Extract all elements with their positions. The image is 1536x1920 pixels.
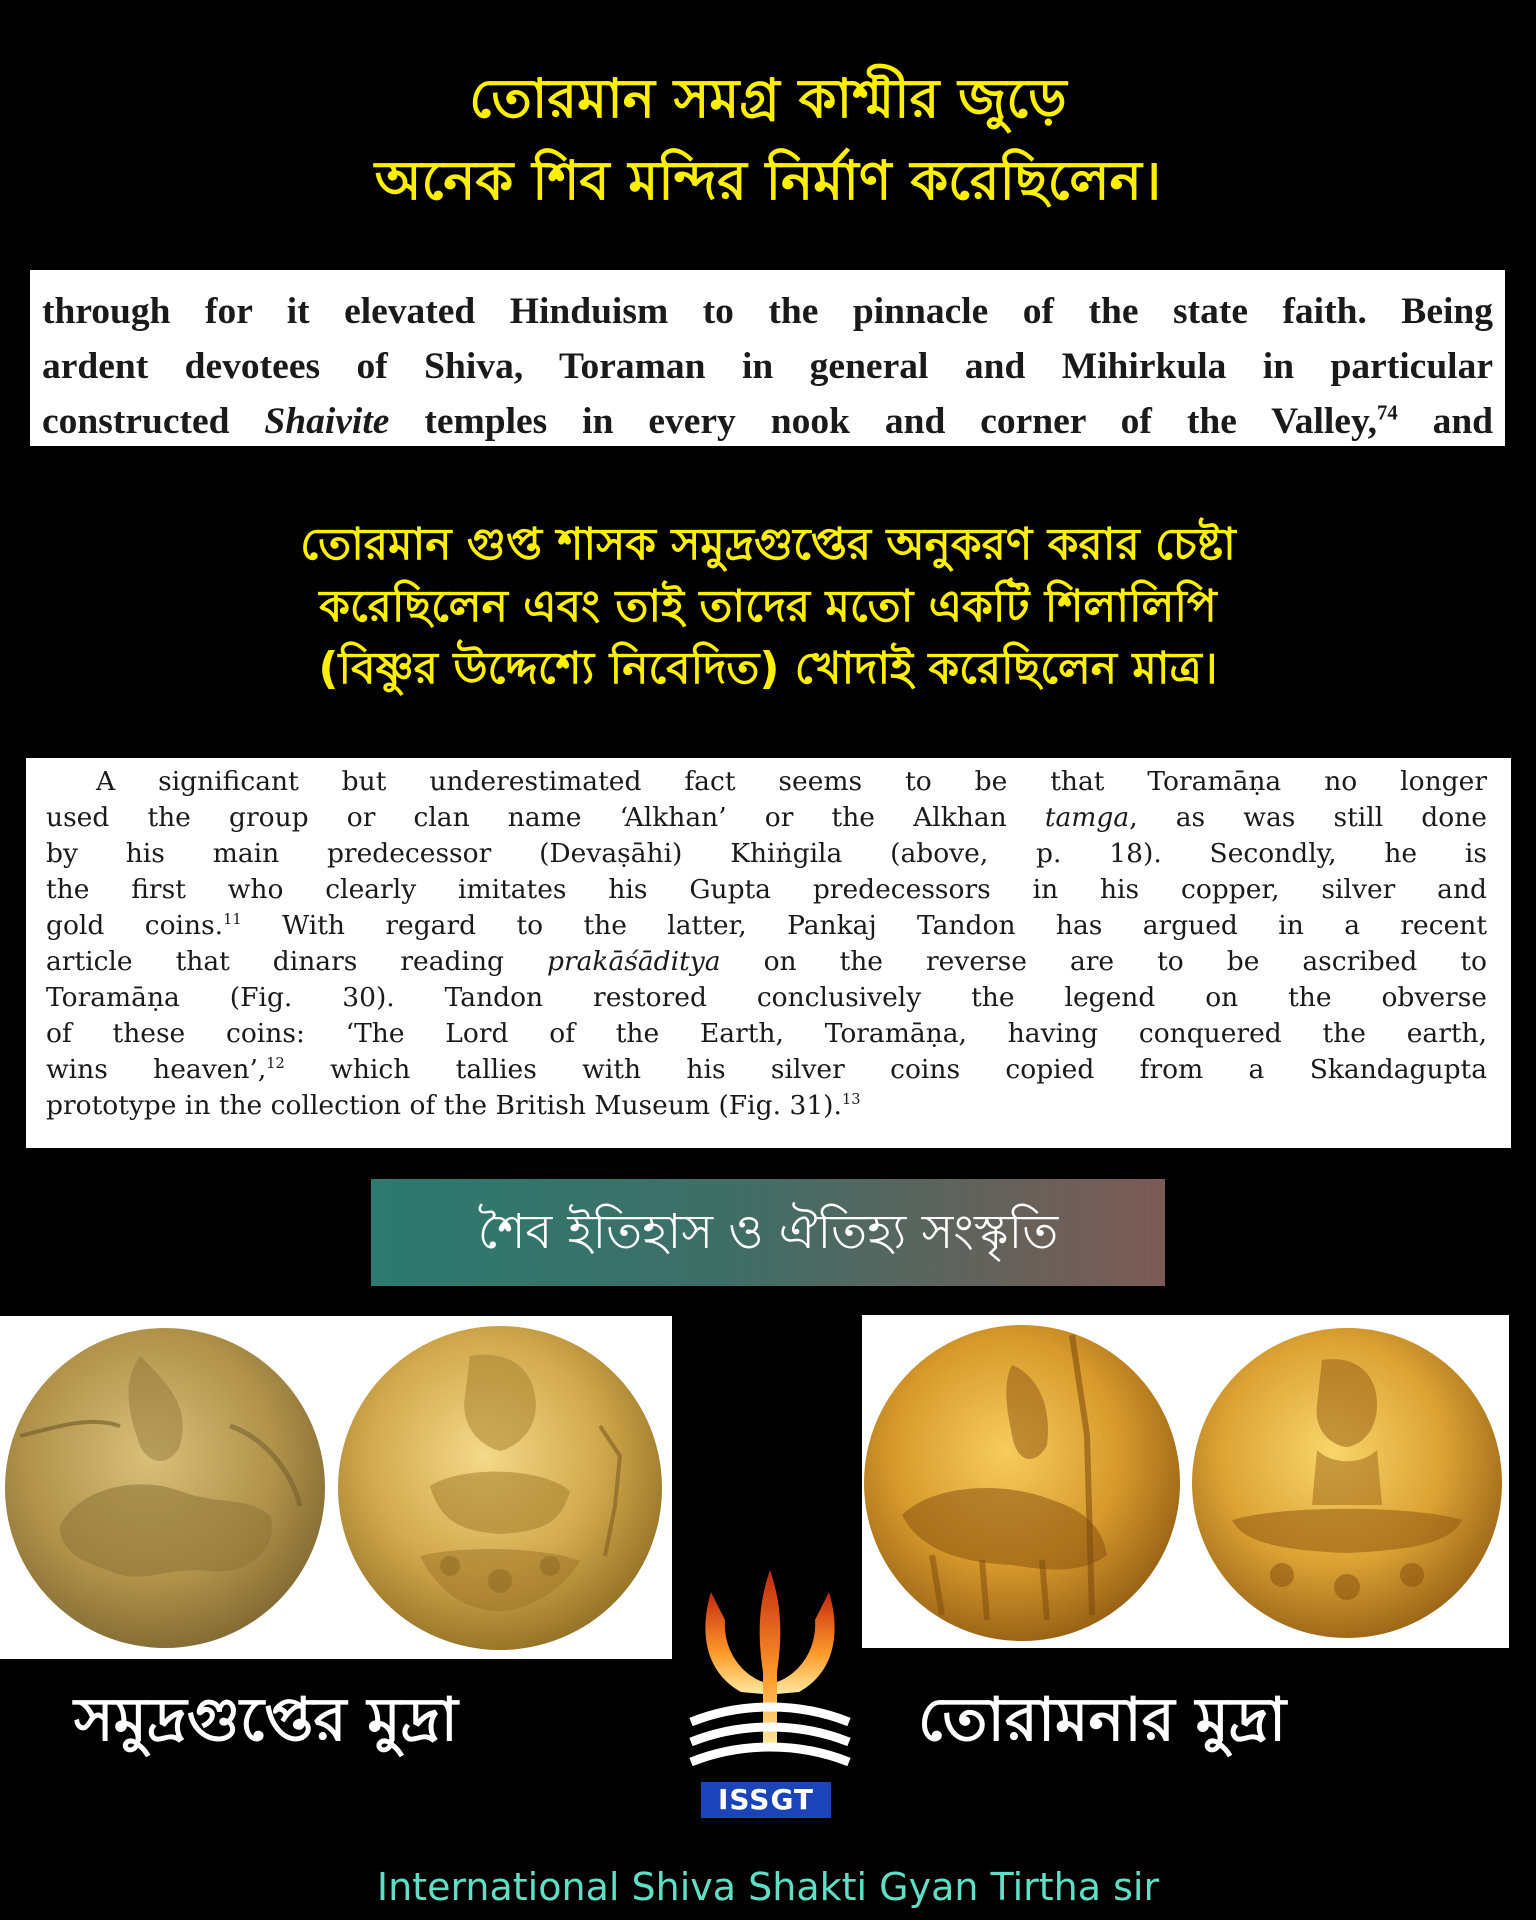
excerpt1-line-1: through for it elevated Hinduism to the pinnacle of the state faith. Being (42, 291, 1493, 332)
toramana-coins-image (862, 1315, 1509, 1648)
footnote-ref: 74 (1377, 402, 1398, 425)
excerpt2-line-3: by his main predecessor (Devaṣāhi) Khiṅgila (above, p. 18). Secondly, he is (46, 838, 1487, 869)
excerpt2-line-1: A significant but underestimated fact seems to be that Toramāṇa no longer (96, 766, 1487, 797)
excerpt2-italic-term: prakāśāditya (547, 946, 721, 977)
middle-heading-line-3: (বিষ্ণুর উদ্দেশ্যে নিবেদিত) খোদাই করেছিলেন মাত্র। (318, 643, 1218, 694)
excerpt1-italic-term: Shaivite (264, 401, 390, 442)
footnote-ref: 13 (841, 1091, 861, 1109)
book-excerpt-gupta-coins (26, 758, 1511, 1148)
excerpt1-text: and (1432, 401, 1494, 442)
excerpt2-line-6 (46, 944, 1487, 980)
footnote-ref: 11 (223, 911, 242, 929)
excerpt2-text: wins heaven’, (46, 1054, 267, 1085)
coin-toramana-obverse (864, 1325, 1180, 1641)
excerpt2-text: With regard to the latter, Pankaj Tandon has argued in a recent (241, 910, 1487, 941)
excerpt2-text: which tallies with his silver coins copied from a Skandagupta (284, 1054, 1487, 1085)
excerpt2-line-10 (46, 1088, 1487, 1124)
top-heading (0, 58, 1536, 222)
coin-samudragupta-reverse (338, 1326, 662, 1650)
excerpt2-italic-term: tamga (1044, 802, 1130, 833)
excerpt2-line-8: of these coins: ‘The Lord of the Earth, Toramāṇa, having conquered the earth, (46, 1018, 1487, 1049)
excerpt2-text: used the group or clan name ‘Alkhan’ or the Alkhan (46, 802, 1007, 833)
logo-badge: ISSGT (701, 1782, 831, 1818)
excerpt2-text: prototype in the collection of the British Museum (Fig. 31). (46, 1090, 842, 1121)
title-banner: শৈব ইতিহাস ও ঐতিহ্য সংস্কৃতি (371, 1179, 1165, 1286)
excerpt2-line-2 (46, 800, 1487, 836)
excerpt2-line-9 (46, 1052, 1487, 1088)
excerpt2-line-7: Toramāṇa (Fig. 30). Tandon restored conclusively the legend on the obverse (46, 982, 1487, 1013)
top-heading-line-2: অনেক শিব মন্দির নির্মাণ করেছিলেন। (374, 149, 1162, 212)
excerpt2-text: on the reverse are to be ascribed to (763, 946, 1487, 977)
caption-toramana-coin: তোরামনার মুদ্রা (918, 1685, 1287, 1755)
middle-heading (0, 514, 1536, 700)
excerpt1-line-2: ardent devotees of Shiva, Toraman in general and Mihirkula in particular (42, 346, 1493, 387)
excerpt2-text: , as was still done (1129, 802, 1487, 833)
footnote-ref: 12 (266, 1055, 285, 1073)
top-heading-line-1: তোরমান সমগ্র কাশ্মীর জুড়ে (469, 67, 1067, 130)
coin-toramana-reverse (1192, 1328, 1502, 1638)
excerpt2-line-4: the first who clearly imitates his Gupta predecessors in his copper, silver and (46, 874, 1487, 905)
excerpt2-text: gold coins. (46, 910, 224, 941)
excerpt1-text: temples in every nook and corner of the Valley, (424, 401, 1378, 442)
excerpt2-line-5 (46, 908, 1487, 944)
excerpt1-text: constructed (42, 401, 230, 442)
middle-heading-line-1: তোরমান গুপ্ত শাসক সমুদ্রগুপ্তের অনুকরণ করার চেষ্টা (300, 519, 1236, 570)
footer-credit: International Shiva Shakti Gyan Tirtha sir (376, 1865, 1160, 1909)
excerpt1-line-3 (42, 394, 1493, 446)
excerpt2-text: article that dinars reading (46, 946, 504, 977)
middle-heading-line-2: করেছিলেন এবং তাই তাদের মতো একটি শিলালিপি (319, 581, 1217, 632)
caption-samudragupta-coin: সমুদ্রগুপ্তের মুদ্রা (74, 1685, 458, 1755)
book-excerpt-shiva-temples (30, 270, 1505, 446)
samudragupta-coins-image (0, 1316, 672, 1659)
coin-samudragupta-obverse (5, 1328, 325, 1648)
